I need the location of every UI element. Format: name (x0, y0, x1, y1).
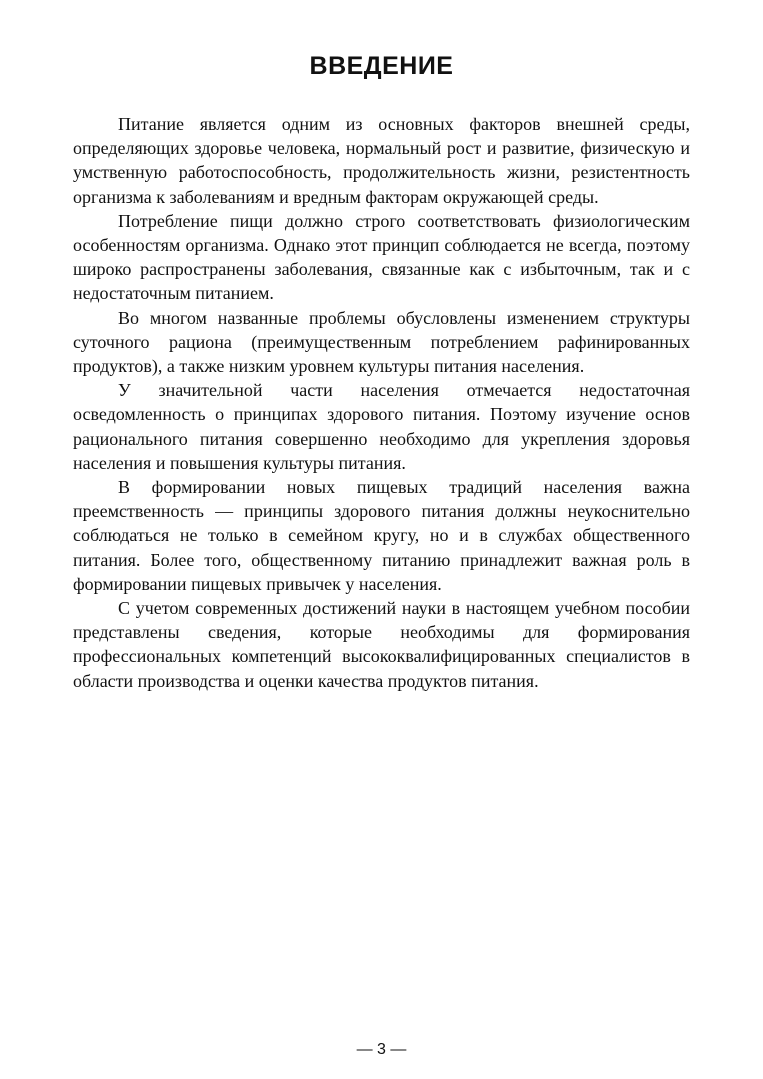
page-number: — 3 — (356, 1041, 407, 1058)
paragraph-6: С учетом современных достижений науки в настоящем учебном пособии представлены сведения, которые необходимы для формирования профессиональных компетенций высококвалифицированных специалистов в области производства и оценки качества продуктов питания. (73, 598, 690, 691)
page-title: ВВЕДЕНИЕ (309, 52, 454, 80)
paragraph-2: Потребление пищи должно строго соответствовать физиологическим особенностям организма. Однако этот принцип соблюдается не всегда, поэтому широко распространены заболевания, связанные как с избыточным, так и с недостаточным питанием. (73, 210, 690, 304)
body-text (73, 112, 690, 693)
paragraph-4: У значительной части населения отмечается недостаточная осведомленность о принципах здорового питания. Поэтому изучение основ рационального питания совершенно необходимо для укрепления здоровья населения и повышения культуры питания. (73, 380, 690, 473)
paragraph-1: Питание является одним из основных факторов внешней среды, определяющих здоровье человека, нормальный рост и развитие, физическую и умственную работоспособность, продолжительность жизни, резистентность организма к заболеваниям и вредным факторам окружающей среды. (73, 114, 690, 207)
paragraph-5: В формировании новых пищевых традиций населения важна преемственность — принципы здорового питания должны неукоснительно соблюдаться не только в семейном кругу, но и в службах общественного питания. Более того, общественному питанию принадлежит важная роль в формировании пищевых привычек у населения. (73, 477, 690, 594)
paragraph-3: Во многом названные проблемы обусловлены изменением структуры суточного рациона (преимущественным потреблением рафинированных продуктов), а также низким уровнем культуры питания населения. (73, 307, 690, 377)
